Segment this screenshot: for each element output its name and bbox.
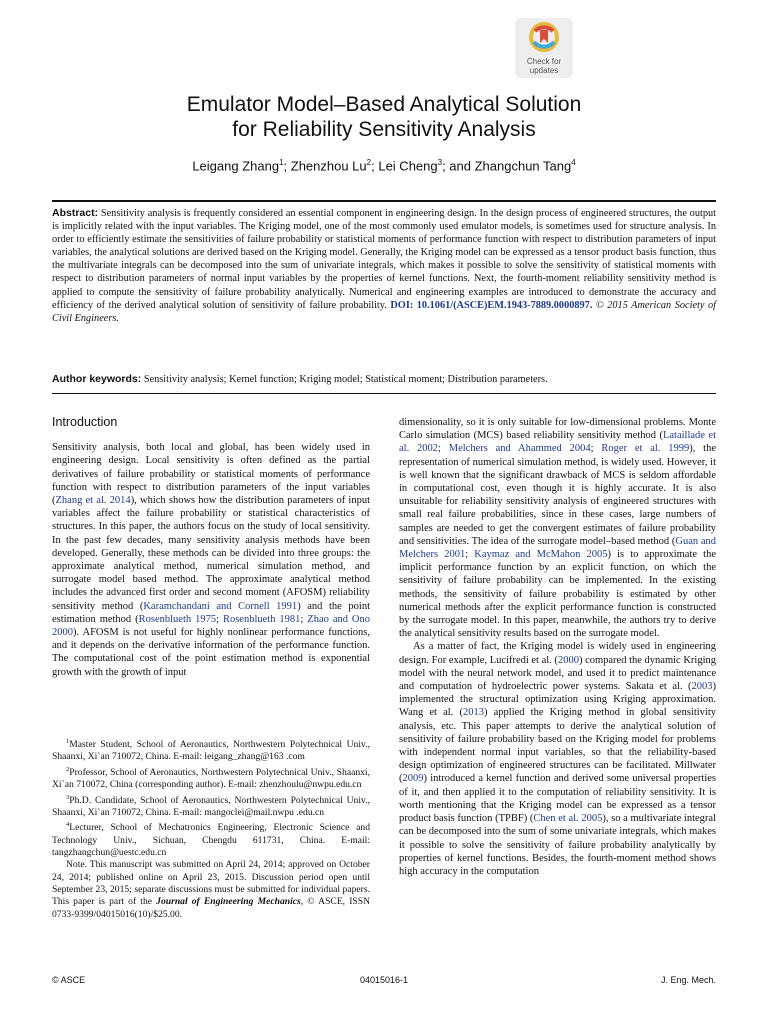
author-keywords — [52, 373, 716, 385]
abstract-top-rule — [52, 200, 716, 202]
author-affiliation-mark: 2 — [366, 158, 372, 167]
citation-link[interactable]: Zhao and Ono 2000 — [52, 613, 371, 639]
author-name: Zhangchun Tang — [474, 158, 572, 174]
author-affiliation-mark: 3 — [437, 158, 443, 167]
left-column — [52, 416, 370, 679]
author-name: Lei Cheng — [378, 158, 438, 174]
citation-link[interactable]: Zhang et al. 2014 — [55, 495, 131, 507]
author-list — [0, 158, 768, 173]
citation-link[interactable]: Chen et al. 2005 — [533, 813, 603, 825]
submission-note: Note. This manuscript was submitted on April 24, 2014; approved on October 24, 2014; published online on April 23, 2015. Discussion period open until September 23, 2015; separate discussions must be submitted for individual papers. This paper is part of the Journal of Engineering Mechanics, © ASCE, ISSN 0733-9399/04015016(10)/$25.00. — [52, 859, 371, 920]
doi-link[interactable]: DOI: 10.1061/(ASCE)EM.1943-7889.0000897. — [390, 299, 593, 311]
check-for-updates-badge[interactable] — [515, 18, 573, 78]
citation-link[interactable]: Lataillade et al. 2002 — [399, 430, 716, 455]
citation-link[interactable]: 2000 — [557, 654, 579, 666]
footer-page-number: 04015016-1 — [359, 975, 409, 985]
right-column — [399, 416, 716, 878]
section-heading: Introduction — [52, 415, 118, 429]
footer-publisher: © ASCE — [52, 975, 86, 985]
footnotes — [52, 736, 370, 921]
author-separator: ; and — [442, 158, 475, 174]
paragraph: dimensionality, so it is only suitable for low-dimensional problems. Monte Carlo simulation (MCS) based reliability sensitivity method (Lataillade et al. 2002; Melchers and Ahammed 2004; Roger et al. 1999), the representation of numerical simulation method, is widely used. However, it is well known that the significant drawback of MCS is seldom affordable in computational cost, even though it is highly accurate. It is also unsuitable for reliability sensitivity analysis of engineered structures with small real failure probabilities, since in these cases, large numbers of samples are needed to get the convergent estimates of failure probability and sensitivities. The idea of the surrogate model–based method (Guan and Melchers 2001; Kaymaz and McMahon 2005) is to approximate the implicit performance function by an explicit function, on which the sensitivity of failure probability can be implemented. In the existing methods, the sensitivity of failure probability is estimated by other numerical methods after the explicit performance function is constructed by the surrogate model. In this paper, meanwhile, the authors try to derive the analytical sensitivity results based on the surrogate model. — [399, 417, 717, 640]
title-line-2: for Reliability Sensitivity Analysis — [232, 118, 536, 141]
keywords-text: Sensitivity analysis; Kernel function; Kriging model; Statistical moment; Distribution parameters. — [141, 374, 548, 385]
author-affiliation-mark: 1 — [279, 158, 284, 167]
citation-link[interactable]: Roger et al. 1999 — [601, 443, 690, 455]
citation-link[interactable]: Kaymaz and McMahon 2005 — [474, 549, 608, 561]
author-name: Leigang Zhang — [192, 158, 280, 174]
citation-link[interactable]: Melchers and Ahammed 2004 — [448, 443, 591, 455]
paper-title — [0, 92, 768, 142]
footnote: $^2$Professor, School of Aeronautics, Northwestern Polytechnical Univ., Shaanxi, Xi`an 710072, China (corresponding author). E-mail: zhenzhoulu@nwpu.edu.cn — [52, 765, 370, 791]
citation-link[interactable]: Karamchandani and Cornell 1991 — [143, 600, 298, 612]
abstract — [52, 207, 716, 325]
paragraph: Sensitivity analysis, both local and global, has been widely used in engineering design. Local sensitivity is often defined as the partial derivatives of failure probability or statistical moments of performance function with respect to distribution parameters of the input variables (Zhang et al. 2014), which shows how the distribution parameters of input variables affect the failure probability or statistical characteristics of structures. In this paper, the authors focus on the study of local sensitivity. In the past few decades, many sensitivity analysis methods have been developed. Generally, these methods can be divided into three groups: the approximate analytical method, numerical simulation method, and surrogate model based method. The approximate analytical method includes the advanced first order and second moment (AFOSM) reliability sensitivity method (Karamchandani and Cornell 1991) and the point estimation method (Rosenblueth 1975; Rosenblueth 1981; Zhao and Ono 2000). AFOSM is not useful for highly nonlinear performance functions, and it depends on the derivative information of the performance function. The computational cost of the point estimation method is exponential growth with the growth of input — [52, 442, 371, 678]
citation-link[interactable]: Guan and Melchers 2001 — [399, 535, 717, 561]
paragraph: As a matter of fact, the Kriging model is widely used in engineering design. For example, Lucifredi et al. (2000) compared the dynamic Kriging model with the neural network model, and used it to predict maintenance and computation of hydroelectric power systems. Sakata et al. (2003) implemented the structural optimization using Kriging approximation. Wang et al. (2013) applied the Kriging method in global sensitivity analysis, etc. This paper attempts to derive the analytical solution of sensitivity of failure probability based on the Kriging model for problems with independent normal input variables, so that the reliability-based design optimization of engineered structures can be facilitated. Millwater (2009) introduced a kernel function and derived some universal properties of it, and then applied it to the computation of reliability sensitivity. It is worth mentioning that the Kriging model can be expressed as a tensor product basis function (TPBF) (Chen et al. 2005), so a multivariate integral can be decomposed into the sum of some univariate integrals, which makes it possible to solve the sensitivity of failure probability analytically by properties of kernel functions. Besides, the fourth-moment method shows high accuracy in the computation — [399, 641, 716, 877]
citation-link[interactable]: 2003 — [691, 681, 713, 693]
keywords-bottom-rule — [52, 393, 716, 394]
footer-journal-abbrev: J. Eng. Mech. — [660, 975, 716, 985]
abstract-label: Abstract: — [52, 207, 99, 219]
author-separator: ; — [371, 158, 379, 174]
citation-link[interactable]: 2009 — [402, 773, 424, 785]
keywords-label: Author keywords: — [52, 373, 142, 385]
citation-link[interactable]: Rosenblueth 1981 — [222, 613, 301, 625]
author-separator: ; — [283, 158, 291, 174]
check-for-updates-line2: updates — [529, 66, 559, 75]
author-name: Zhenzhou Lu — [290, 158, 367, 174]
footnote: $^4$Lecturer, School of Mechatronics Engineering, Electronic Science and Technology Univ., Sichuan, Chengdu 611731, China. E-mail: tangzhangchun@uestc.edu.cn — [52, 821, 370, 859]
citation-link[interactable]: Rosenblueth 1975 — [138, 613, 217, 625]
copyright-text: © 2015 American Society of Civil Engineers. — [52, 299, 716, 324]
footnote: $^1$Master Student, School of Aeronautics, Northwestern Polytechnical Univ., Shaanxi, Xi`an 710072, China. E-mail: leigang_zhang@163 .com — [52, 738, 370, 763]
author-affiliation-mark: 4 — [571, 158, 576, 167]
title-line-1: Emulator Model–Based Analytical Solution — [186, 93, 582, 116]
citation-link[interactable]: 2013 — [462, 707, 484, 719]
crossmark-icon — [529, 22, 559, 52]
footnote: $^3$Ph.D. Candidate, School of Aeronautics, Northwestern Polytechnical Univ., Shaanxi, Xi`an 710072, China. E-mail: mangoclei@mail.nwpu .edu.cn — [52, 793, 370, 819]
check-for-updates-line1: Check for — [526, 57, 562, 66]
journal-name: Journal of Engineering Mechanics — [156, 896, 301, 908]
abstract-text: Sensitivity analysis is frequently considered an essential component in engineering design. In the design process of engineered structures, the output is implicitly related with the input variables. The Kriging model, one of the most commonly used emulator models, is sometimes used for structure analysis. In order to efficiently estimate the sensitivities of failure probability or statistical moments of performance function with respect to distribution parameters of input variables, the analytical solutions are derived based on the Kriging model. Generally, the Kriging model can be expressed as a tensor product basis function, thus the multivariate integrals can be decomposed into the sum of univariate integrals, which makes it possible to solve the sensitivity of statistical moments with respect to distribution parameters of normal input variables by the properties of kernel functions. Next, the fourth-moment reliability sensitivity method is applied to compute the sensitivity of failure probability analytically. Numerical and engineering examples are introduced to demonstrate the accuracy and efficiency of the derived analytical solution of sensitivity of failure probability. — [52, 208, 716, 311]
